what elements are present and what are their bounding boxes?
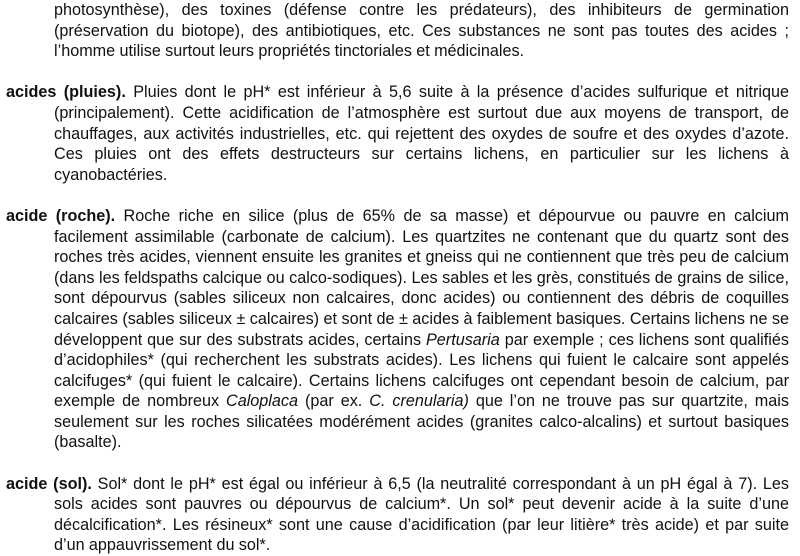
entry-term: acides (pluies). [6, 83, 126, 102]
entry-definition: Pluies dont le pH* est inférieur à 5,6 suite à la présence d’acides sulfurique et nitrique (principalement). Cette acidification de l’atmosphère est surtout due aux moyens de transport, de chauffages, aux activités industrielles, etc. qui rejettent des oxydes de soufre et des oxydes d’azote. Ces pluies ont des effets destructeurs sur certains lichens, en particulier sur les lichens à cyanobactéries. [54, 83, 789, 184]
continued-paragraph [6, 0, 789, 62]
entry-definition-part: Roche riche en silice (plus de 65% de sa masse) et dépourvue ou pauvre en calcium facilement assimilable (carbonate de calcium). Les quartzites ne contenant que du quartz sont des roches très acides, viennent ensuite les granites et gneiss qui ne contiennent que très peu de calcium (dans les feldspaths calcique ou calco-sodiques). Les sables et les grès, constitués de grains de silice, sont dépourvus (sables siliceux non calcaires, donc acides) ou contiennent des débris de coquilles calcaires (sables siliceux ± calcaires) et sont de ± acides à faiblement basiques. Certains lichens ne se développent que sur des substrats acides, certains [54, 206, 789, 349]
taxon-name: C. crenularia) [369, 392, 469, 411]
paragraph-gap [6, 185, 789, 206]
continued-text: photosynthèse), des toxines (défense contre les prédateurs), des inhibiteurs de germination (préservation du biotope), des antibiotiques, etc. Ces substances ne sont pas toutes des acides ; l’homme utilise surtout leurs propriétés tinctoriales et médicinales. [54, 1, 789, 61]
taxon-name: Caloplaca [226, 392, 299, 411]
paragraph-gap [6, 453, 789, 474]
entry-acide-roche [6, 206, 789, 453]
entry-definition: Sol* dont le pH* est égal ou inférieur à 6,5 (la neutralité correspondant à un pH égal à 7). Les sols acides sont pauvres ou dépourvus de calcium*. Un sol* peut devenir acide à la suite d’une décalcification*. Les résineux* sont une cause d’acidification (par leur litière* très acide) et par suite d’un appauvrissement du sol*. [54, 474, 789, 555]
entry-acides-pluies [6, 82, 789, 185]
paragraph-gap [6, 62, 789, 83]
entry-definition-part: par exemple ; ces lichens sont qualifiés d’acidophiles* (qui recherchent les substrats acides). Les lichens qui fuient le calcaire sont appelés calcifuges* (qui fuient le calcaire). Certains lichens calcifuges ont cependant besoin de calcium, par exemple de nombreux [54, 330, 789, 411]
entry-term: acide (sol). [6, 474, 92, 493]
entry-definition-part: (par ex. [304, 392, 363, 411]
entry-definition-part: que l’on ne trouve pas sur quartzite, mais seulement sur les roches silicatées modérément acides (granites calco-alcalins) et surtout basiques (basalte). [54, 392, 789, 452]
taxon-name: Pertusaria [426, 330, 500, 349]
entry-term: acide (roche). [6, 206, 116, 225]
